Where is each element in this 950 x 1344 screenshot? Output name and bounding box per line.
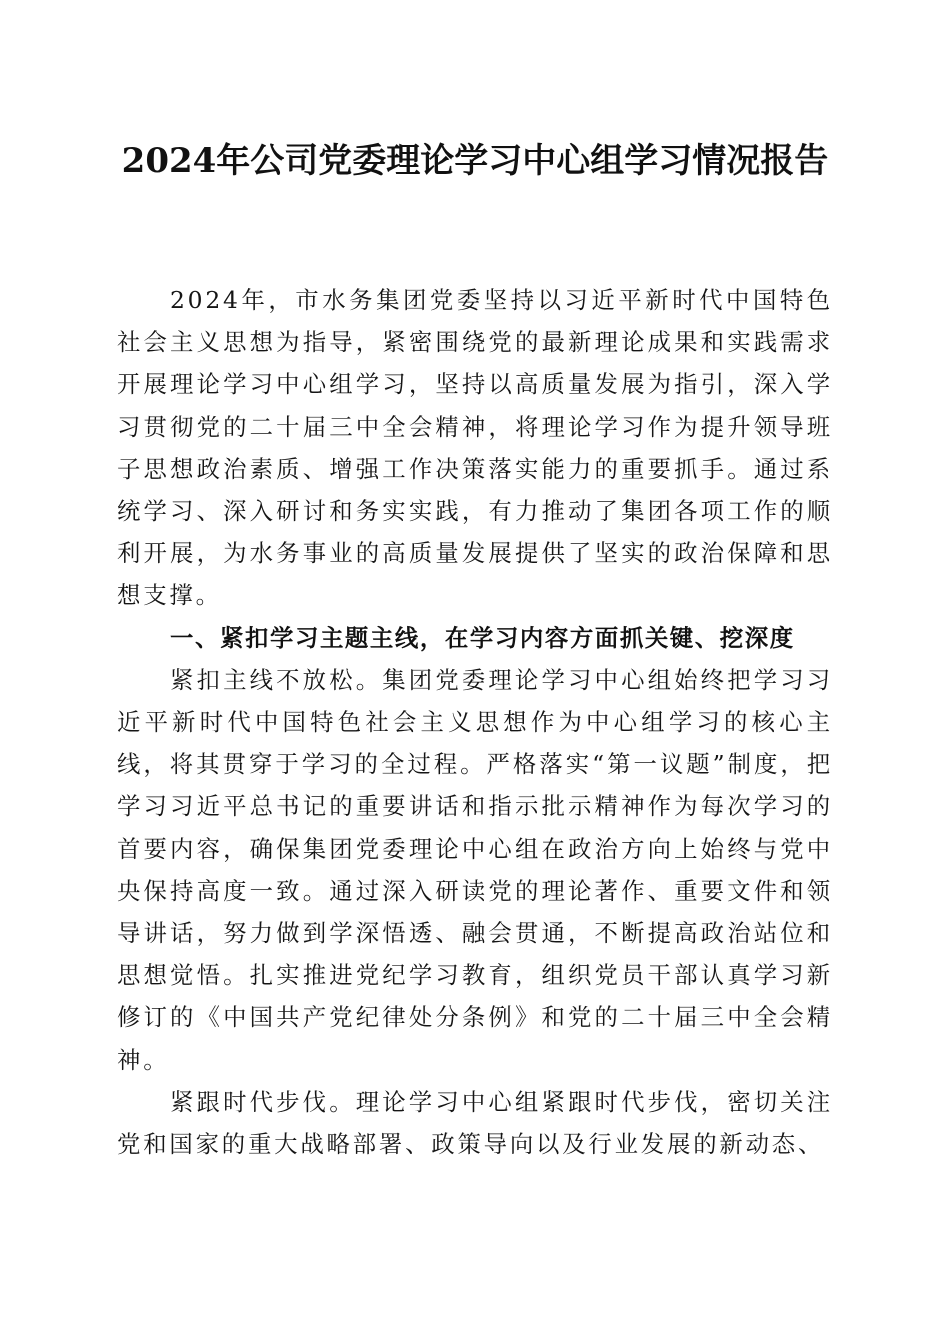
document-body [117,279,833,1165]
body-paragraph-keep-pace: 紧跟时代步伐。理论学习中心组紧跟时代步伐，密切关注党和国家的重大战略部署、政策导向以及行业发展的新动态、 [117,1087,833,1159]
body-paragraph-main-line: 紧扣主线不放松。集团党委理论学习中心组始终把学习习近平新时代中国特色社会主义思想作为中心组学习的核心主线，将其贯穿于学习的全过程。严格落实“第一议题”制度，把学习习近平总书记的重要讲话和指示批示精神作为每次学习的首要内容，确保集团党委理论中心组在政治方向上始终与党中央保持高度一致。通过深入研读党的理论著作、重要文件和领导讲话，努力做到学深悟透、融会贯通，不断提高政治站位和思想觉悟。扎实推进党纪学习教育，组织党员干部认真学习新修订的《中国共产党纪律处分条例》和党的二十届三中全会精神。 [117,665,833,1074]
intro-paragraph: 2024年，市水务集团党委坚持以习近平新时代中国特色社会主义思想为指导，紧密围绕党的最新理论成果和实践需求开展理论学习中心组学习，坚持以高质量发展为指引，深入学习贯彻党的二十届三中全会精神，将理论学习作为提升领导班子思想政治素质、增强工作决策落实能力的重要抓手。通过系统学习、深入研讨和务实实践，有力推动了集团各项工作的顺利开展，为水务事业的高质量发展提供了坚实的政治保障和思想支撑。 [117,286,833,610]
document-title: 2024年公司党委理论学习中心组学习情况报告 [121,141,829,181]
section-heading-1: 一、紧扣学习主题主线，在学习内容方面抓关键、挖深度 [170,623,795,652]
